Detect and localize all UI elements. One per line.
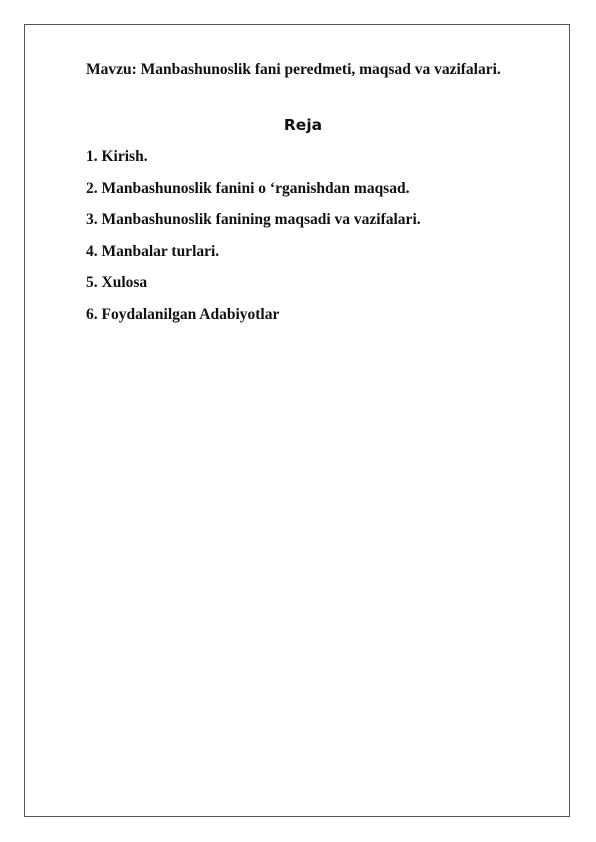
plan-item: 2. Manbashunoslik fanini o ‘rganishdan maqsad.: [86, 179, 410, 197]
page-border: [24, 24, 570, 817]
plan-item: 6. Foydalanilgan Adabiyotlar: [86, 305, 280, 323]
document-title: Mavzu: Manbashunoslik fani peredmeti, maqsad va vazifalari.: [86, 61, 501, 78]
plan-heading: Reja: [283, 116, 323, 134]
plan-item: 5. Xulosa: [86, 274, 148, 291]
plan-item: 1. Kirish.: [86, 148, 148, 165]
plan-item: 4. Manbalar turlari.: [86, 242, 220, 260]
plan-list: [86, 146, 421, 335]
plan-item: 3. Manbashunoslik fanining maqsadi va vazifalari.: [86, 211, 421, 228]
